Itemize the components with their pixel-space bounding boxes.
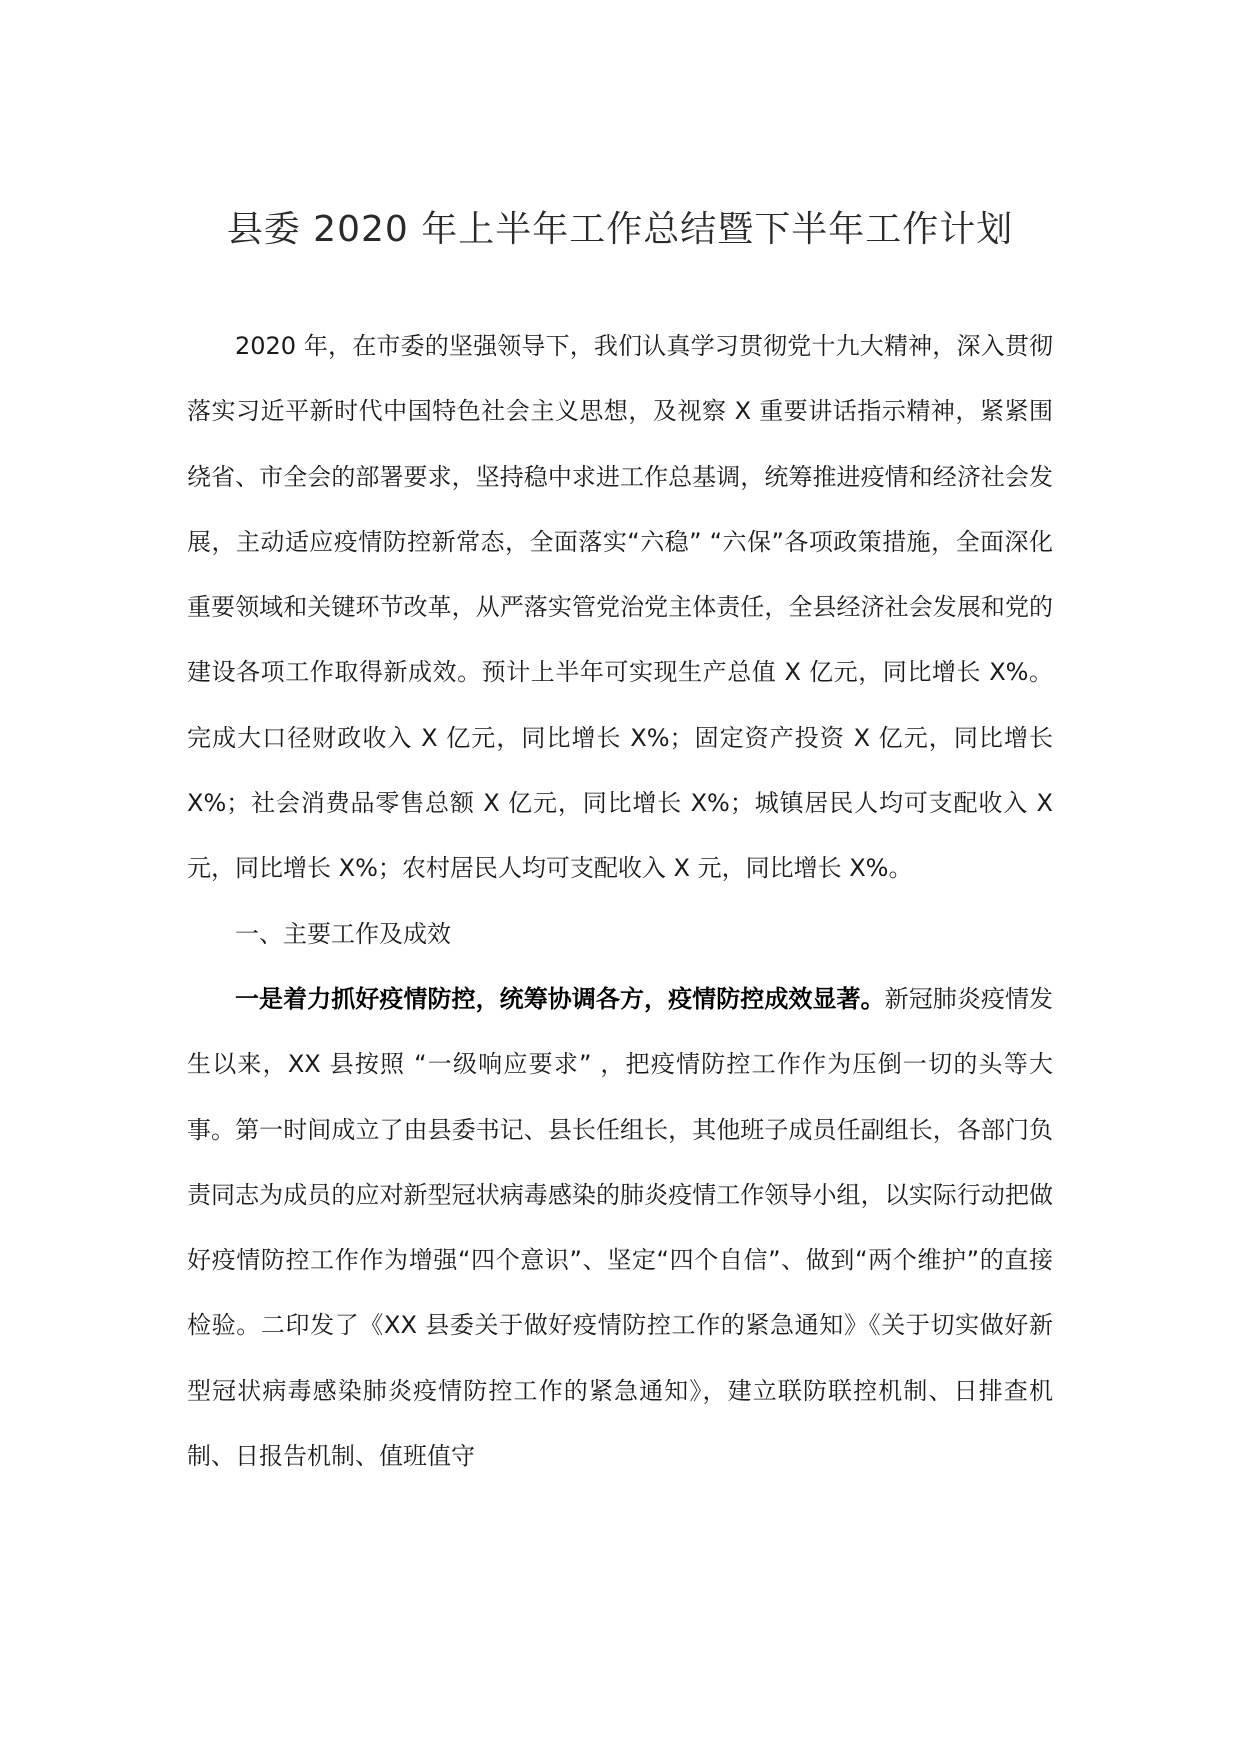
section-one-lead: 一是着力抓好疫情防控，统筹协调各方，疫情防控成效显著。 [235, 984, 885, 1013]
section-one-text: 新冠肺炎疫情发生以来，XX 县按照 “一级响应要求” ，把疫情防控工作作为压倒一切的头等大事。第一时间成立了由县委书记、县长任组长，其他班子成员任副组长，各部门负责同志为成员的应对新型冠状病毒感染的肺炎疫情工作领导小组，以实际行动把做好疫情防控工作作为增强“四个意识”、坚定“四个自信”、做到“两个维护”的直接检验。二印发了《XX 县委关于做好疫情防控工作的紧急通知》《关于切实做好新型冠状病毒感染肺炎疫情防控工作的紧急通知》，建立联防联控机制、日排查机制、日报告机制、值班值守 [187, 984, 1054, 1471]
intro-paragraph: 2020 年，在市委的坚强领导下，我们认真学习贯彻党十九大精神，深入贯彻落实习近平新时代中国特色社会主义思想，及视察 X 重要讲话指示精神，紧紧围绕省、市全会的部署要求，坚持稳中求进工作总基调，统筹推进疫情和经济社会发展，主动适应疫情防控新常态，全面落实“六稳” “六保”各项政策措施，全面深化重要领域和关键环节改革，从严落实管党治党主体责任，全县经济社会发展和党的建设各项工作取得新成效。预计上半年可实现生产总值 X 亿元，同比增长 X%。完成大口径财政收入 X 亿元，同比增长 X%；固定资产投资 X 亿元，同比增长 X%；社会消费品零售总额 X 亿元，同比增长 X%；城镇居民人均可支配收入 X 元，同比增长 X%；农村居民人均可支配收入 X 元，同比增长 X%。 [187, 332, 1053, 883]
document-body [187, 314, 1053, 1489]
section-heading: 一、主要工作及成效 [235, 919, 451, 948]
document-title: 县委 2020 年上半年工作总结暨下半年工作计划 [226, 209, 1014, 250]
section-one-paragraph [187, 967, 1053, 1489]
